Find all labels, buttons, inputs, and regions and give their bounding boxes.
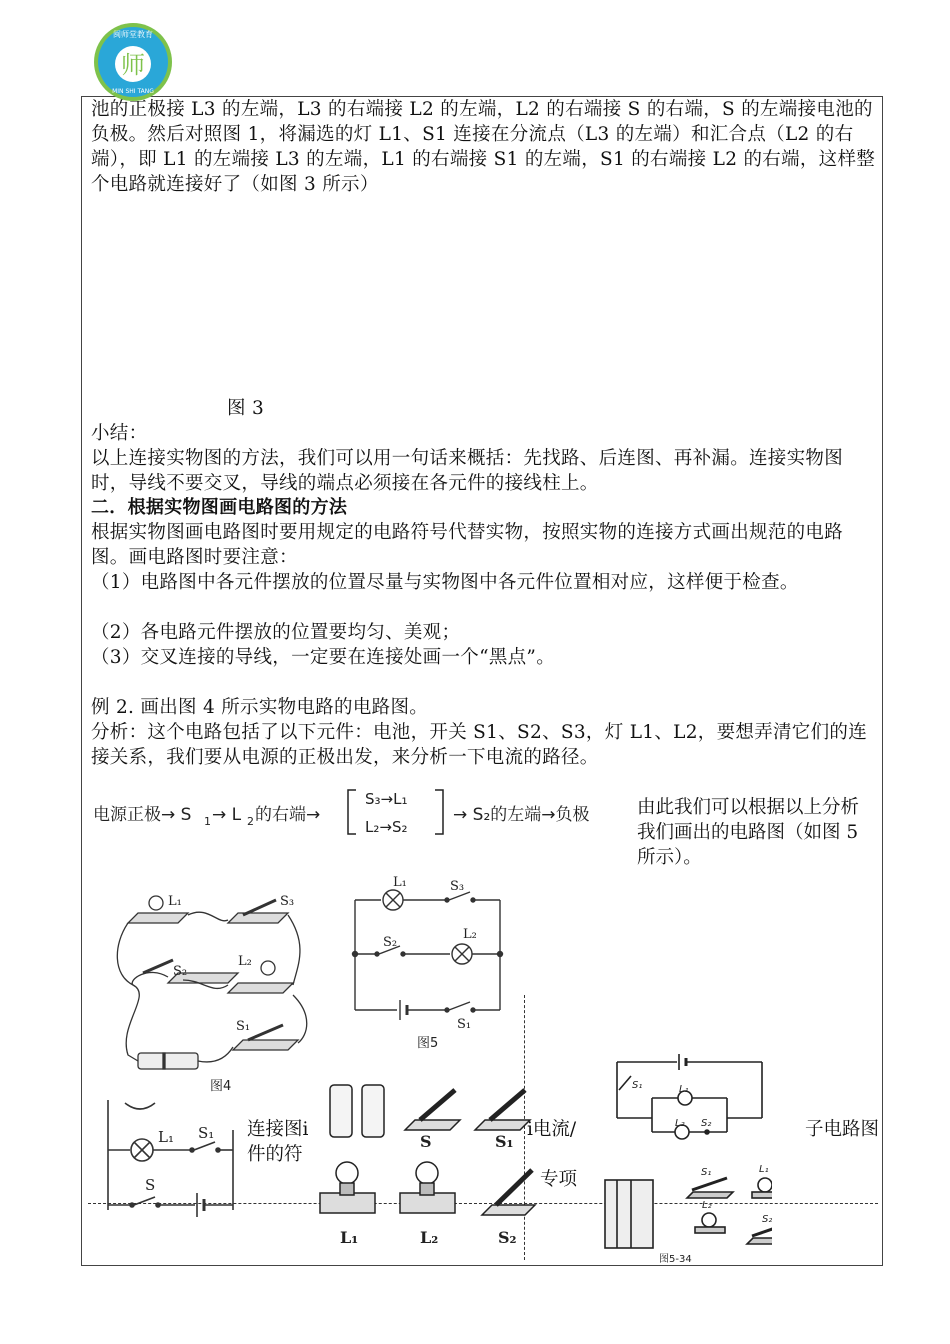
- fig4-label-s2: S₂: [173, 964, 188, 979]
- r-label-l1: L₁: [679, 1084, 689, 1095]
- figure-5-34: [597, 1050, 772, 1265]
- fragment-text-1: 连接图i: [247, 1119, 309, 1140]
- fragment-text-2: 件的符: [247, 1144, 303, 1165]
- flow-branch-2: L₂→S₂: [365, 818, 408, 836]
- logo-bottom-text: MIN SHI TANG: [112, 88, 154, 95]
- flow-arrow1: → L: [212, 805, 242, 825]
- fig5-caption: 图5: [417, 1036, 439, 1051]
- comp-label-s: S: [420, 1132, 432, 1151]
- flow-end: → S₂的左端→负极: [453, 805, 590, 825]
- figure-4-physical-circuit: [108, 885, 323, 1095]
- summary-title: 小结：: [91, 423, 148, 444]
- note-2: （2）各电路元件摆放的位置要均匀、美观；: [91, 622, 461, 643]
- analysis-text: 分析：这个电路包括了以下元件：电池，开关 S1、S2、S3，灯 L1、L2，要想弄清它们的连接关系，我们要从电源的正极出发，来分析一下电流的路径。: [91, 722, 868, 768]
- summary-text: 以上连接实物图的方法，我们可以用一句话来概括：先找路、后连图、再补漏。连接实物图时，导线不要交叉，导线的端点必须接在各元件的接线柱上。: [91, 448, 844, 494]
- school-logo: [93, 22, 173, 102]
- left-label-l1: L₁: [158, 1128, 174, 1146]
- logo-top-text: 闽师堂教育: [113, 30, 153, 39]
- example-2: 例 2. 画出图 4 所示实物电路的电路图。: [91, 697, 429, 718]
- r-label-s2: S₂: [701, 1118, 712, 1129]
- left-label-s1: S₁: [198, 1124, 215, 1142]
- fig4-label-l2: L₂: [238, 954, 252, 969]
- fragment-text-3: i电流/: [527, 1119, 577, 1140]
- fragment-text-4: 子电路图: [805, 1119, 880, 1140]
- fig5-label-l1: L₁: [393, 875, 407, 890]
- flow-s1-sub: 1: [204, 815, 211, 828]
- note-1: （1）电路图中各元件摆放的位置尽量与实物图中各元件位置相对应，这样便于检查。: [91, 572, 799, 593]
- flow-start: 电源正极→ S: [93, 805, 192, 825]
- figure-5-circuit-diagram: [345, 872, 515, 1052]
- comp-label-l1: L₁: [340, 1228, 359, 1247]
- fig5-label-s3: S₃: [450, 879, 465, 894]
- note-3: （3）交叉连接的导线，一定要在连接处画一个“黑点”。: [91, 647, 555, 668]
- section-2-heading: 二．根据实物图画电路图的方法: [91, 497, 348, 518]
- fig4-label-l1: L₁: [168, 894, 182, 909]
- fragment-text-5: 专项: [540, 1169, 578, 1190]
- logo-char: 师: [121, 51, 145, 79]
- fig5-34-caption: 图5-34: [659, 1254, 692, 1265]
- fig5-label-l2: L₂: [463, 927, 477, 942]
- flow-branch-1: S₃→L₁: [365, 790, 408, 808]
- comp-label-l2: L₂: [420, 1228, 439, 1247]
- flow-l2-sub: 2: [247, 815, 254, 828]
- paragraph-connection: 池的正极接 L3 的左端，L3 的右端接 L2 的左端，L2 的右端接 S 的右端，S 的左端接电池的负极。然后对照图 1，将漏选的灯 L1、S1 连接在分流点（L3 的左端）和汇合点（L2 的右端），即 L1 的左端接 L3 的左端，L1 的右端接 S1 的左端，S1 的右端接 L2 的右端，这样整个电路就连接好了（如图 3 所示）: [91, 99, 876, 195]
- fig4-label-s1: S₁: [236, 1019, 251, 1034]
- section-2-body: 根据实物图画电路图时要用规定的电路符号代替实物，按照实物的连接方式画出规范的电路图。画电路图时要注意：: [91, 522, 844, 568]
- r-label-s2-b: S₂: [762, 1214, 772, 1225]
- fig5-label-s1: S₁: [457, 1017, 472, 1032]
- components-illustration: [310, 1075, 540, 1250]
- flow-mid: 的右端→: [255, 805, 321, 825]
- r-label-l1-b: L₁: [759, 1164, 769, 1175]
- current-path-flow: [93, 782, 623, 842]
- comp-label-s2: S₂: [498, 1228, 517, 1247]
- fig5-label-s2: S₂: [383, 935, 398, 950]
- figure-3-caption: 图 3: [227, 398, 265, 419]
- partial-circuit-left: [100, 1095, 240, 1220]
- r-label-s1-b: S₁: [701, 1167, 712, 1178]
- r-label-s1: S₁: [632, 1080, 643, 1091]
- r-label-l2-b: L₂: [702, 1200, 712, 1211]
- left-label-s: S: [145, 1176, 156, 1194]
- comp-label-s1: S₁: [495, 1132, 514, 1151]
- fig4-caption: 图4: [210, 1079, 232, 1094]
- r-label-l2: L₂: [675, 1118, 685, 1129]
- fig4-label-s3: S₃: [280, 894, 295, 909]
- flow-note: 由此我们可以根据以上分析我们画出的电路图（如图 5 所示）。: [637, 797, 860, 868]
